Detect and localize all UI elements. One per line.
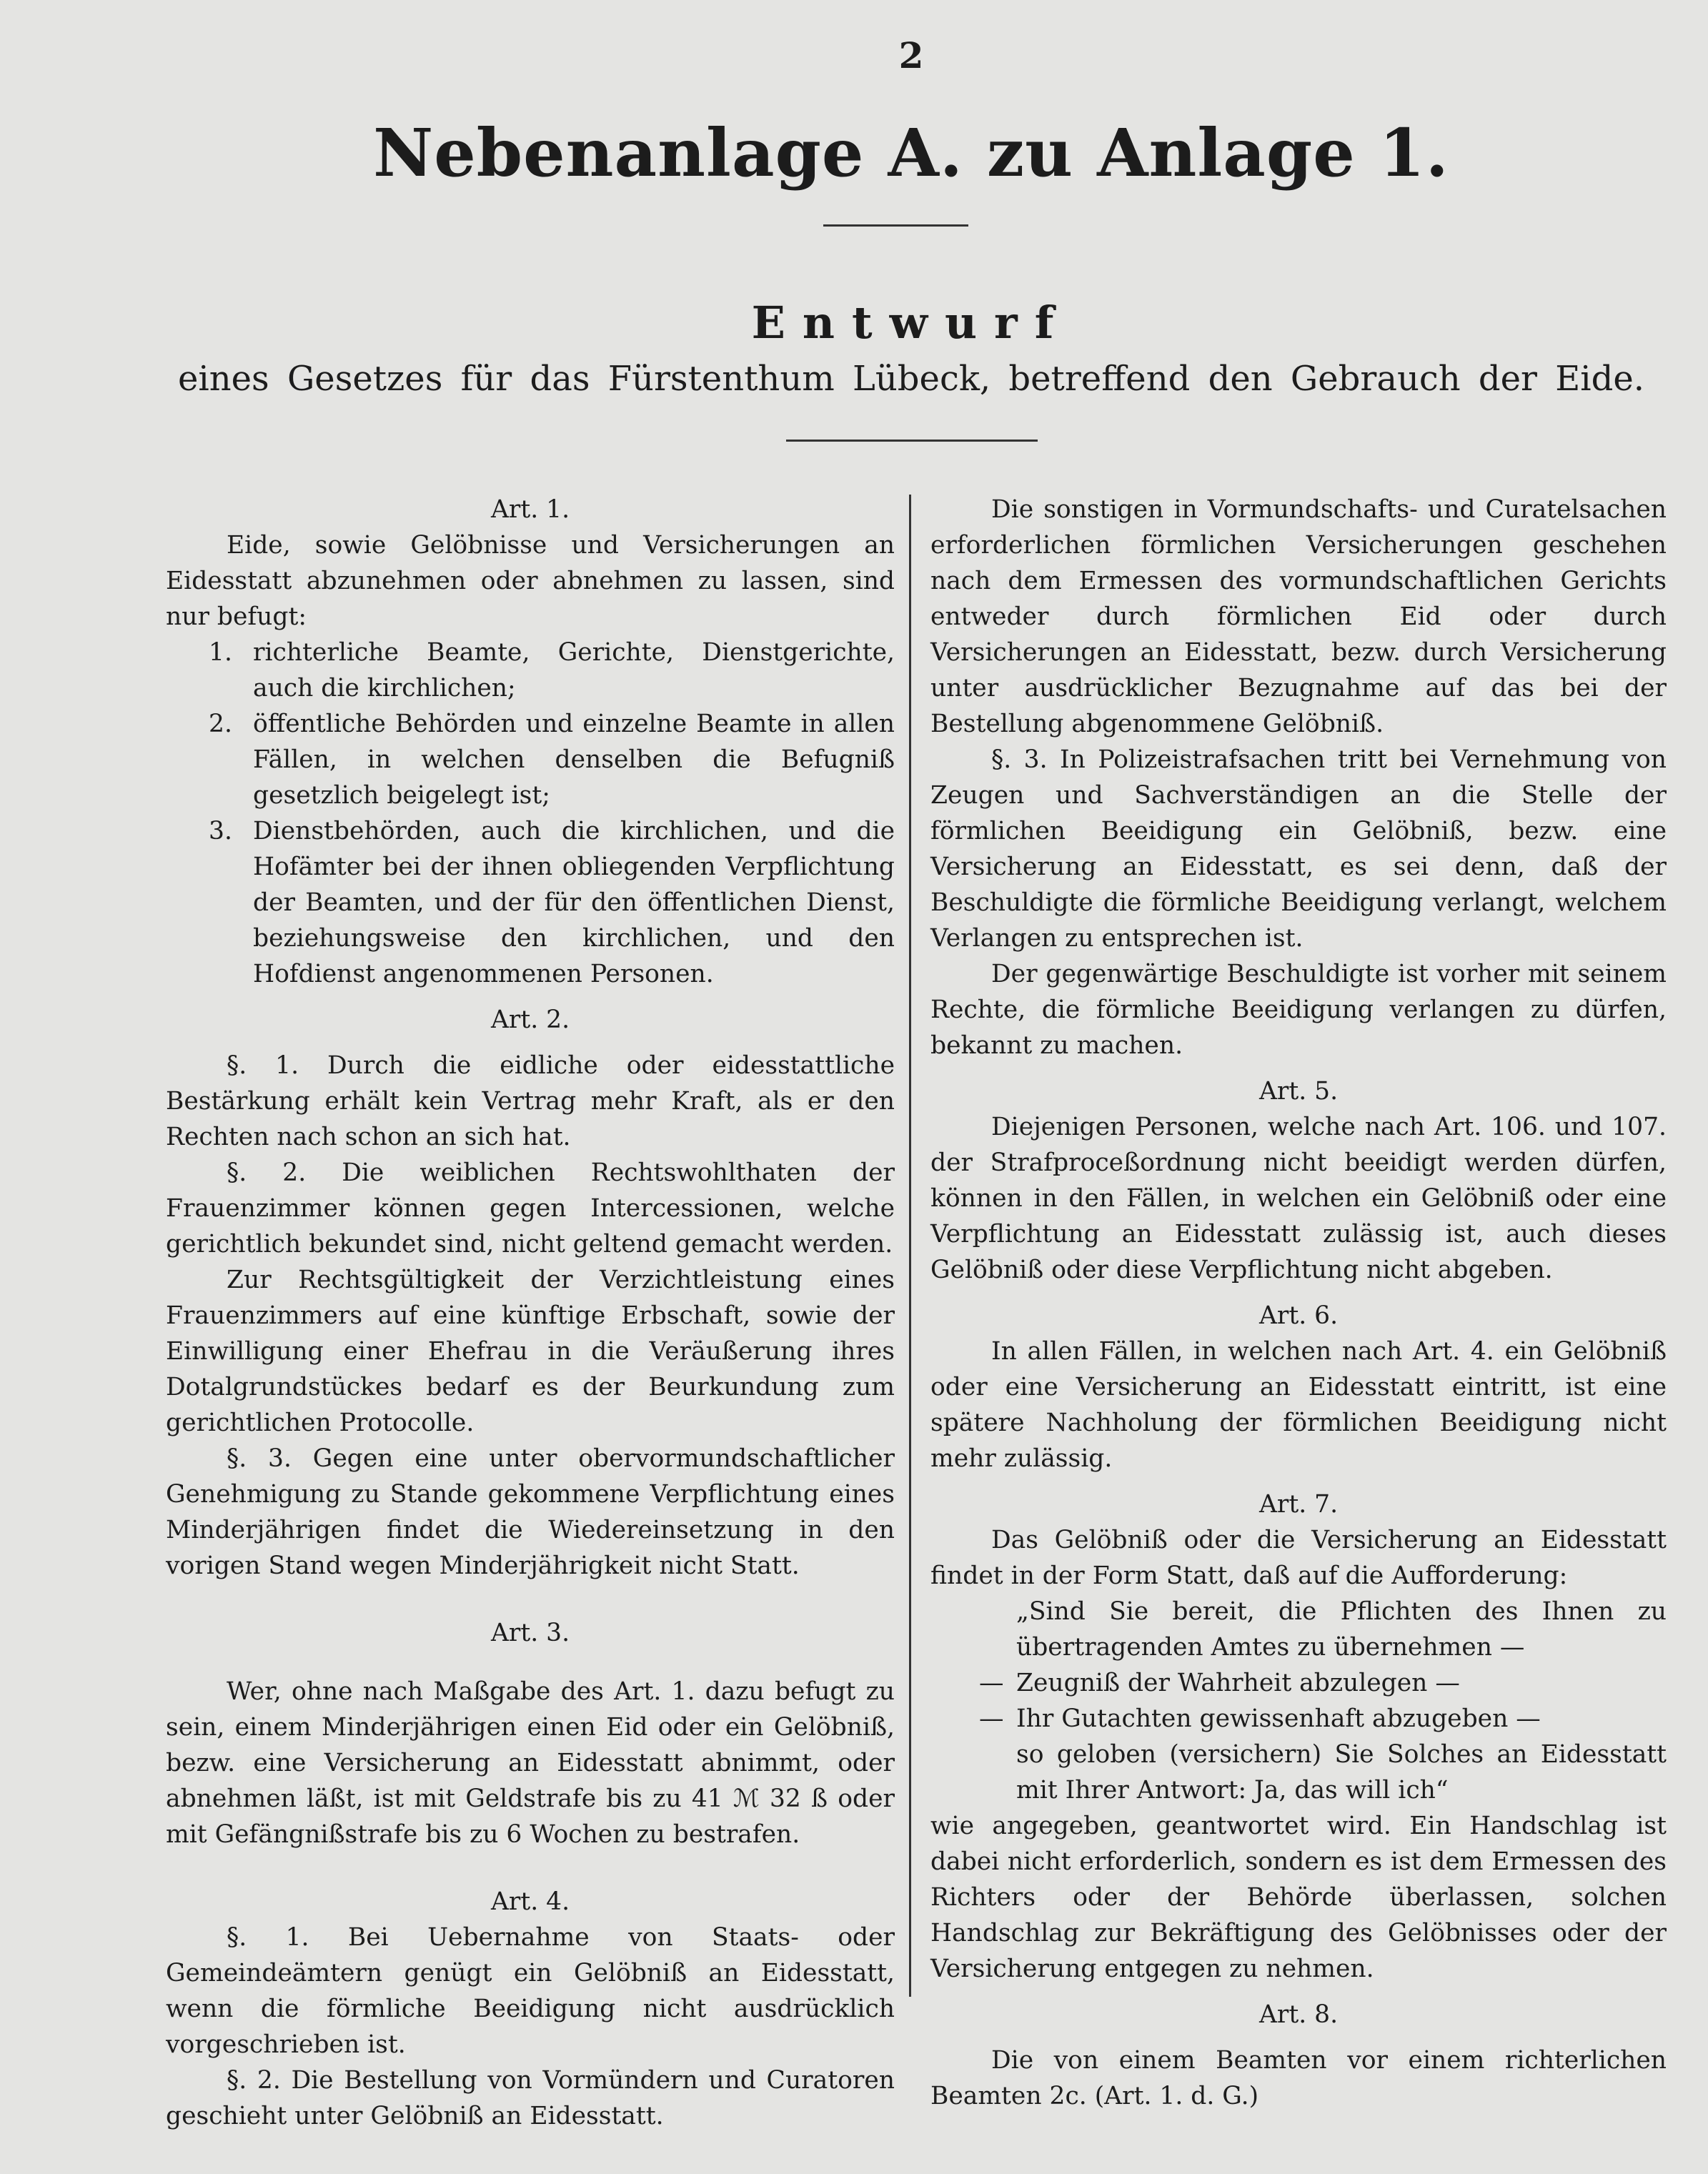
article-heading: Art. 6. <box>1258 1301 1339 1330</box>
list-item <box>166 706 895 813</box>
article-heading: Art. 5. <box>1258 1077 1339 1106</box>
page-number: 2 <box>898 34 924 76</box>
list-item-text: Dienstbehörden, auch die kirchlichen, und die Hofämter bei der ihnen obliegenden Verpflichtung der Beamten, und der für den öffentlichen Dienst, beziehungsweise den kirchlichen, und den Hofdienst angenommenen Personen. <box>253 817 895 988</box>
oath-quote-text: Zeugniß der Wahrheit abzulegen — <box>1016 1669 1460 1697</box>
oath-quote <box>930 1701 1667 1737</box>
heading-entwurf: Entwurf <box>751 297 1071 349</box>
oath-quote-text: Ihr Gutachten gewissenhaft abzugeben — <box>1016 1704 1541 1733</box>
paragraph: §. 1. Durch die eidliche oder eidesstattliche Bestärkung erhält kein Vertrag mehr Kraft, als er den Rechten nach schon an sich hat. <box>166 1051 895 1151</box>
oath-quote: „Sind Sie bereit, die Pflichten des Ihnen zu übertragenden Amtes zu übernehmen — <box>1016 1597 1667 1662</box>
list-item-text: richterliche Beamte, Gerichte, Dienstgerichte, auch die kirchlichen; <box>253 638 895 703</box>
paragraph: §. 2. Die Bestellung von Vormündern und Curatoren geschieht unter Gelöbniß an Eidesstatt. <box>166 2066 895 2130</box>
column-divider <box>909 495 911 1997</box>
subtitle-rule <box>786 440 1038 442</box>
article-heading: Art. 8. <box>1258 2000 1339 2029</box>
page-title: Nebenanlage A. zu Anlage 1. <box>373 114 1449 192</box>
subtitle: eines Gesetzes für das Fürstenthum Lübeck, betreffend den Gebrauch der Eide. <box>177 359 1645 399</box>
article-heading: Art. 4. <box>490 1887 570 1916</box>
paragraph: Der gegenwärtige Beschuldigte ist vorher mit seinem Rechte, die förmliche Beeidigung verlangen zu dürfen, bekannt zu machen. <box>930 960 1667 1060</box>
left-column <box>166 492 895 2134</box>
dash: — <box>979 1669 1004 1697</box>
paragraph: §. 3. In Polizeistrafsachen tritt bei Vernehmung von Zeugen und Sachverständigen an die Stelle der förmlichen Beeidigung ein Gelöbniß, bezw. eine Versicherung an Eidesstatt, es sei denn, daß der Beschuldigte die förmliche Beeidigung verlangt, welchem Verlangen zu entsprechen ist. <box>930 745 1667 953</box>
list-item <box>166 635 895 706</box>
paragraph: §. 1. Bei Uebernahme von Staats- oder Gemeindeämtern genügt ein Gelöbniß an Eidesstatt, wenn die förmliche Beeidigung nicht ausdrücklich vorgeschrieben ist. <box>166 1923 895 2059</box>
title-rule <box>823 224 968 227</box>
paragraph: Zur Rechtsgültigkeit der Verzichtleistung eines Frauenzimmers auf eine künftige Erbschaft, sowie der Einwilligung einer Ehefrau in die Veräußerung ihres Dotalgrundstückes bedarf es der Beurkundung zum gerichtlichen Protocolle. <box>166 1266 895 1437</box>
article-heading: Art. 3. <box>490 1619 570 1647</box>
paragraph: §. 3. Gegen eine unter obervormundschaftlicher Genehmigung zu Stande gekommene Verpflichtung eines Minderjährigen findet die Wiedereinsetzung in den vorigen Stand wegen Minderjährigkeit nicht Statt. <box>166 1444 895 1580</box>
paragraph: Eide, sowie Gelöbnisse und Versicherungen an Eidesstatt abzunehmen oder abnehmen zu lassen, sind nur befugt: <box>166 531 895 631</box>
article-heading: Art. 1. <box>490 495 570 524</box>
list-number: 2. <box>209 710 232 738</box>
oath-quote: so geloben (versichern) Sie Solches an Eidesstatt mit Ihrer Antwort: Ja, das will ich“ <box>1016 1740 1667 1805</box>
oath-quote <box>930 1665 1667 1701</box>
dash: — <box>979 1704 1004 1733</box>
list-item <box>166 813 895 992</box>
paragraph: Das Gelöbniß oder die Versicherung an Eidesstatt findet in der Form Statt, daß auf die Aufforderung: <box>930 1526 1667 1590</box>
list-item-text: öffentliche Behörden und einzelne Beamte in allen Fällen, in welchen denselben die Befugniß gesetzlich beigelegt ist; <box>253 710 895 810</box>
list-number: 1. <box>209 638 232 667</box>
paragraph: wie angegeben, geantwortet wird. Ein Handschlag ist dabei nicht erforderlich, sondern es ist dem Ermessen des Richters oder der Behörde überlassen, solchen Handschlag zur Bekräftigung des Gelöbnisses oder der Versicherung entgegen zu nehmen. <box>930 1812 1667 1983</box>
paragraph: Diejenigen Personen, welche nach Art. 106. und 107. der Strafproceßordnung nicht beeidigt werden dürfen, können in den Fällen, in welchen ein Gelöbniß oder eine Verpflichtung an Eidesstatt zulässig ist, auch dieses Gelöbniß oder diese Verpflichtung nicht abgeben. <box>930 1113 1667 1284</box>
paragraph: Wer, ohne nach Maßgabe des Art. 1. dazu befugt zu sein, einem Minderjährigen einen Eid oder ein Gelöbniß, bezw. eine Versicherung an Eidesstatt abnimmt, oder abnehmen läßt, ist mit Geldstrafe bis zu 41 ℳ 32 ß oder mit Gefängnißstrafe bis zu 6 Wochen zu bestrafen. <box>166 1677 895 1849</box>
paragraph: Die sonstigen in Vormundschafts- und Curatelsachen erforderlichen förmlichen Versicherungen geschehen nach dem Ermessen des vormundschaftlichen Gerichts entweder durch förmlichen Eid oder durch Versicherungen an Eidesstatt, bezw. durch Versicherung unter ausdrücklicher Bezugnahme auf das bei der Bestellung abgenommene Gelöbniß. <box>930 495 1667 738</box>
list-number: 3. <box>209 817 232 845</box>
paragraph: Die von einem Beamten vor einem richterlichen Beamten 2c. (Art. 1. d. G.) <box>930 2046 1667 2110</box>
paragraph: In allen Fällen, in welchen nach Art. 4. ein Gelöbniß oder eine Versicherung an Eidesstatt eintritt, ist eine spätere Nachholung der förmlichen Beeidigung nicht mehr zulässig. <box>930 1337 1667 1473</box>
article-heading: Art. 7. <box>1258 1490 1339 1519</box>
right-column <box>930 492 1667 2114</box>
paragraph: §. 2. Die weiblichen Rechtswohlthaten der Frauenzimmer können gegen Intercessionen, welche gerichtlich bekundet sind, nicht geltend gemacht werden. <box>166 1158 895 1259</box>
article-heading: Art. 2. <box>490 1006 570 1034</box>
